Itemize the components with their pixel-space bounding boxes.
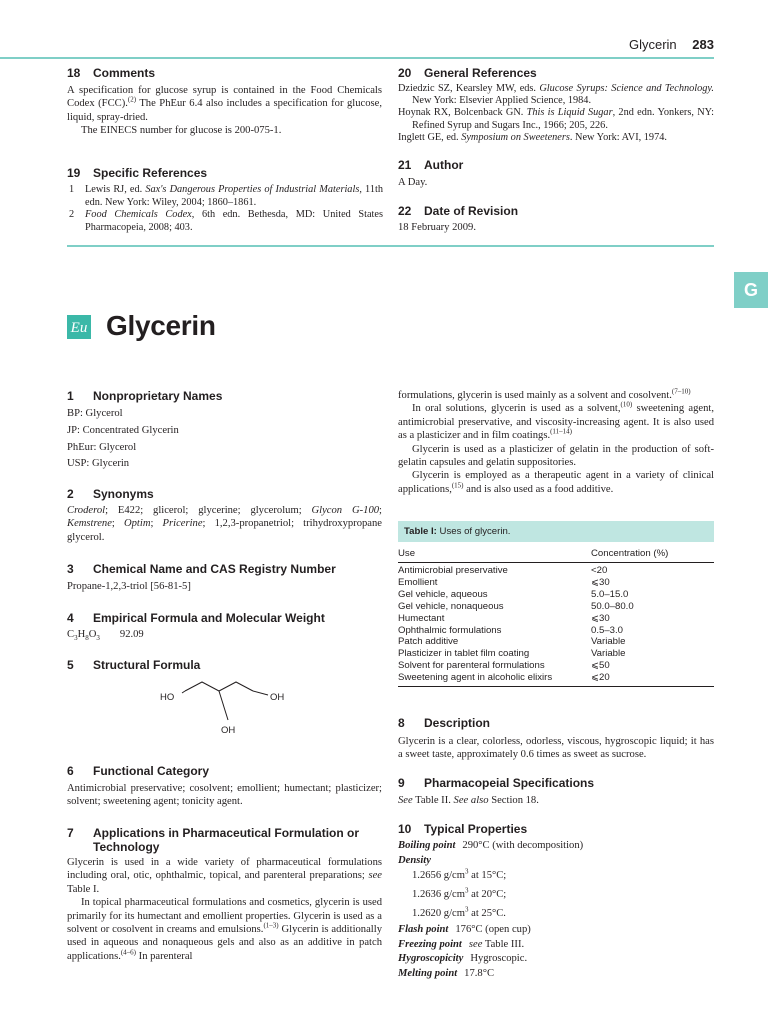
section-4-heading: 4 Empirical Formula and Molecular Weight [67,611,325,625]
col-header-concentration: Concentration (%) [591,548,669,559]
table-1 [398,548,714,688]
concentration-cell: ⩽30 [591,612,610,624]
section-5-heading: 5 Structural Formula [67,658,201,672]
molecular-weight: 92.09 [119,629,144,640]
revision-date: 18 February 2009. [398,222,476,233]
density-15: 1.2656 $g/cm^3$ at 15°C; [412,867,507,882]
synonyms-text: Croderol; E422; glicerol; glycerine; glycerolum; Glycon G-100; Kemstrene; Optim; Pricerine; 1,2,3-propanetriol; trihydroxypropane glycerol. [67,505,382,543]
section-9-heading: 9 Pharmacopeial Specifications [398,776,595,790]
section-20-heading: 20 General References [398,66,537,80]
use-cell: Emollient [398,576,438,588]
concentration-cell: Variable [591,636,626,648]
thumb-tab-letter: G [743,280,758,300]
monograph-title: Glycerin [106,310,216,341]
reference-item: 2 Food Chemicals Codex, 6th edn. Bethesda, MD: United States Pharmacopeia, 2008; 403. [69,209,383,233]
section-6-heading: 6 Functional Category [67,764,210,778]
oh-bottom-label: OH [221,725,236,736]
use-cell: Gel vehicle, nonaqueous [398,600,504,612]
table-row [398,601,712,613]
use-cell: Sweetening agent in alcoholic elixirs [398,672,553,684]
running-header [540,36,714,54]
applications-continued: formulations, glycerin is used mainly as a solvent and cosolvent.$^{(7-10)}$ In oral solutions, glycerin is used as a solvent,$^{(10)}$ sweetening agent, antimicrobial preservative, and viscosity-increasing agent. It is also used as a plasticizer and in film coatings.$^{(11-14)}$ Glycerin is used as a plasticizer of gelatin in the production of soft-gelatin capsules and gelatin suppositories. Glycerin is employed as a therapeutic agent in a variety of clinical applications,$^{(15)}$ and is also used as a food additive. [398,387,714,495]
reference-item: Hoynak RX, Bolcenback GN. This is Liquid Sugar, 2nd edn. Yonkers, NY: Refined Syrup and Sugars Inc., 1966; 205, 226. [398,107,714,131]
table-row [398,672,712,684]
jp-name: JP: Concentrated Glycerin [67,424,179,436]
ho-left-label: HO [160,692,175,703]
freezing-point: Freezing point see Table III. [398,938,525,950]
table-row [398,648,712,660]
boiling-point: Boiling point 290°C (with decomposition) [398,840,584,851]
section-19-heading: 19 Specific References [67,166,208,180]
hygroscopicity: Hygroscopicity Hygroscopic. [398,953,528,965]
pheur-name: PhEur: Glycerol [67,441,137,453]
description-text: Glycerin is a clear, colorless, odorless, viscous, hygroscopic liquid; it has a sweet taste, approximately 0.6 times as sweet as sucrose. [398,736,714,761]
section-1-heading: 1 Nonproprietary Names [67,389,223,403]
header-rule [0,57,714,59]
section-20-refs [398,83,714,144]
use-cell: Solvent for parenteral formulations [398,660,545,672]
section-19-refs [67,184,383,234]
table-1-caption: Table I: Uses of glycerin. [398,521,714,542]
use-cell: Ophthalmic formulations [398,624,502,636]
typical-properties [398,839,714,982]
section-18-heading: 18 Comments [67,66,156,80]
section-18-para-1: A specification for glucose syrup is contained in the Food Chemicals Codex (FCC).$^{(2)}$ The PhEur 6.4 also includes a specification for glucose, liquid, spray-dried. [67,85,382,123]
section-10-heading: 10 Typical Properties [398,822,528,836]
concentration-cell: ⩽20 [591,672,610,684]
table-row [398,636,712,648]
author-text: A Day. [398,177,428,188]
concentration-cell: Variable [591,648,626,660]
density-20: 1.2636 $g/cm^3$ at 20°C; [412,886,507,900]
flash-point: Flash point 176°C (open cup) [398,923,531,935]
concentration-cell: ⩽50 [591,660,610,672]
table-header-row [398,548,712,560]
use-cell: Humectant [398,612,445,624]
bp-name: BP: Glycerol [67,408,123,419]
col-header-use: Use [398,548,416,559]
section-2-heading: 2 Synonyms [67,487,154,501]
concentration-cell: ⩽30 [591,576,610,588]
thumb-tab [734,272,768,308]
page-number: 283 [692,37,714,52]
structural-formula [150,672,310,740]
melting-point: Melting point 17.8°C [398,968,495,980]
section-8-heading: 8 Description [398,716,491,730]
use-cell: Patch additive [398,636,459,648]
table-row [398,660,712,672]
section-22-heading: 22 Date of Revision [398,204,519,218]
pheur-icon [67,315,91,339]
usp-name: USP: Glycerin [67,458,130,470]
section-18-text [67,84,382,138]
density-25: 1.2620 $g/cm^3$ at 25°C. [412,905,506,919]
table-row [398,613,712,625]
applications-para-2: In topical pharmaceutical formulations and cosmetics, glycerin is used primarily for its humectant and emollient properties. Glycerin is used as a solvent or cosolvent in creams and emulsions.$^{(1-3)}$ Glycerin is additionally used in aqueous and nonaqueous gels and also as an additive in patch applications.$^{(4-6)}$ In parenteral [67,897,382,962]
section-3-heading: 3 Chemical Name and CAS Registry Number [67,562,336,576]
table-row [398,625,712,637]
section-divider-rule [67,245,714,247]
svg-text:Eu: Eu [70,320,88,336]
nonproprietary-names [67,406,179,473]
applications-text [67,856,382,963]
running-title: Glycerin [628,37,677,52]
section-21-heading: 21 Author [398,158,464,172]
concentration-cell: <20 [591,565,608,576]
use-cell: Antimicrobial preservative [398,565,508,576]
concentration-cell: 50.0–80.0 [591,600,634,612]
use-cell: Gel vehicle, aqueous [398,588,488,600]
chemical-name: Propane-1,2,3-triol [56-81-5] [67,581,191,592]
table-row [398,565,712,577]
oh-right-label: OH [270,692,285,703]
density-label: Density [398,854,431,866]
table-row [398,577,712,589]
reference-item: Inglett GE, ed. Symposium on Sweeteners. New York: AVI, 1974. [398,131,667,143]
table-header-rule [398,562,714,563]
empirical-formula: $C_3H_8O_3$ 92.09 [67,629,144,643]
functional-category-text: Antimicrobial preservative; cosolvent; emollient; humectant; plasticizer; solvent; sweetening agent; tonicity agent. [67,783,382,808]
pharmacopeial-specs-text: See Table II. See also Section 18. [398,795,539,806]
table-bottom-rule [398,686,714,687]
concentration-cell: 5.0–15.0 [591,588,629,600]
use-cell: Plasticizer in tablet film coating [398,648,530,660]
reference-item: Dziedzic SZ, Kearsley MW, eds. Glucose Syrups: Science and Technology. New York: Elsevier Applied Science, 1984. [398,83,714,107]
section-7-heading: 7 Applications in Pharmaceutical Formulation or Technology [67,826,360,854]
section-18-para-2: The EINECS number for glucose is 200-075-1. [81,125,282,137]
reference-item: 1 Lewis RJ, ed. Sax's Dangerous Properties of Industrial Materials, 11th edn. New York: Wiley, 2004; 1860–1861. [69,184,383,208]
concentration-cell: 0.5–3.0 [591,624,624,636]
applications-para-1: Glycerin is used in a wide variety of pharmaceutical formulations including oral, otic, ophthalmic, topical, and parenteral preparations; see Table I. [67,857,382,895]
table-row [398,589,712,601]
